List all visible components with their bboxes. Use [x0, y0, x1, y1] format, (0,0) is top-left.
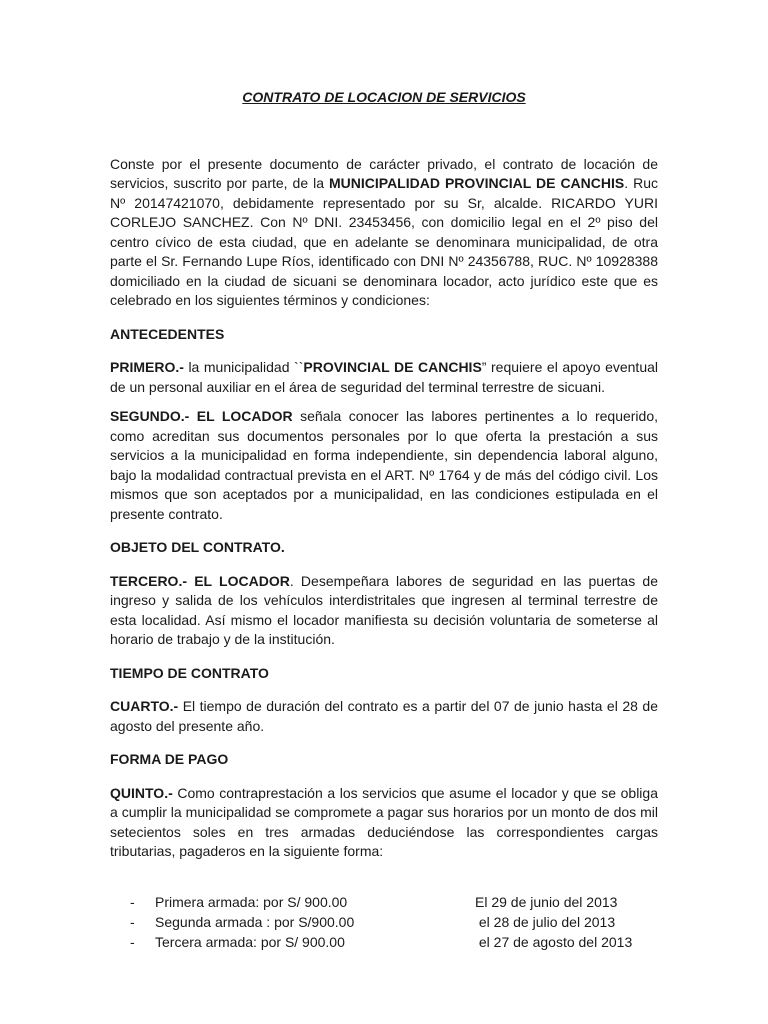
payment-row — [110, 913, 658, 933]
clause-primero-label: PRIMERO.- — [110, 359, 184, 375]
list-bullet: - — [130, 933, 135, 950]
clause-tercero — [110, 572, 658, 650]
list-bullet: - — [130, 913, 135, 930]
clause-primero-text-1: la municipalidad `` — [183, 359, 304, 375]
payment-description: Tercera armada: por S/ 900.00 — [155, 933, 345, 950]
clause-quinto-label: QUINTO.- — [110, 784, 173, 801]
payment-description: Segunda armada : por S/900.00 — [155, 913, 355, 930]
clause-quinto — [110, 784, 658, 862]
clause-segundo-label: SEGUNDO.- EL LOCADOR — [110, 408, 293, 424]
payment-date: El 29 de junio del 2013 — [475, 893, 618, 910]
intro-text-2: . Ruc Nº 20147421070, debidamente representado por su Sr, alcalde. RICARDO YURI CORLEJO SANCHEZ. Con Nº DNI. 23453456, con domicilio legal en el 2º piso del centro cívico de esta ciudad, que en adelante se denominara municipalidad, de otra parte el Sr. Fernando Lupe Ríos, identificado con DNI Nº 24356788, RUC. Nº 10928388 domiciliado en la ciudad de sicuani se denominara locador, acto jurídico este que es celebrado en los siguientes términos y condiciones: — [110, 175, 659, 308]
clause-primero-text-2: ” requiere el apoyo eventual de un personal auxiliar en el área de seguridad del terminal terrestre de sicuani. — [110, 359, 659, 395]
payment-date: el 27 de agosto del 2013 — [475, 933, 633, 950]
clause-segundo — [110, 407, 658, 524]
list-bullet: - — [130, 893, 135, 910]
clause-primero-bold: PROVINCIAL DE CANCHIS — [303, 359, 482, 375]
heading-pago: FORMA DE PAGO — [110, 751, 229, 767]
clause-segundo-text: señala conocer las labores pertinentes a lo requerido, como acreditan sus documentos personales por lo que oferta la prestación a sus servicios a la municipalidad en forma independiente, sin dependencia laboral alguno, bajo la modalidad contractual prevista en el ART. Nº 1764 y de más del código civil. Los mismos que son aceptados por a municipalidad, en las condiciones estipulada en el presente contrato. — [110, 408, 658, 522]
heading-tiempo: TIEMPO DE CONTRATO — [110, 664, 269, 681]
clause-quinto-text: Como contraprestación a los servicios que asume el locador y que se obliga a cumplir la municipalidad se compromete a pagar sus horarios por un monto de dos mil setecientos soles en tres armadas deduciéndose las correspondientes cargas tributarias, pagaderos en la siguiente forma: — [110, 784, 658, 859]
intro-paragraph — [110, 155, 658, 311]
heading-objeto: OBJETO DEL CONTRATO. — [110, 539, 285, 555]
payment-date: el 28 de julio del 2013 — [475, 913, 616, 930]
clause-tercero-text: . Desempeñara labores de seguridad en las puertas de ingreso y salida de los vehículos interdistritales que ingresen al terminal terrestre de esta localidad. Así mismo el locador manifiesta su decisión voluntaria de someterse al horario de trabajo y de la institución. — [110, 572, 658, 647]
payment-description: Primera armada: por S/ 900.00 — [155, 893, 348, 910]
clause-tercero-label: TERCERO.- EL LOCADOR — [110, 572, 290, 589]
heading-antecedentes: ANTECEDENTES — [110, 325, 225, 342]
intro-entity: MUNICIPALIDAD PROVINCIAL DE CANCHIS — [329, 175, 625, 191]
clause-cuarto-label: CUARTO.- — [110, 698, 179, 714]
intro-text-1: Conste por el presente documento de carácter privado, el contrato de locación de servicios, suscrito por parte, de la — [110, 155, 658, 191]
clause-cuarto — [110, 697, 658, 736]
payment-row — [110, 893, 658, 913]
payment-schedule — [110, 893, 658, 953]
clause-primero — [110, 358, 658, 397]
clause-cuarto-text: El tiempo de duración del contrato es a partir del 07 de junio hasta el 28 de agosto del presente año. — [110, 698, 658, 734]
contract-title: CONTRATO DE LOCACION DE SERVICIOS — [242, 89, 526, 105]
payment-row — [110, 933, 658, 953]
